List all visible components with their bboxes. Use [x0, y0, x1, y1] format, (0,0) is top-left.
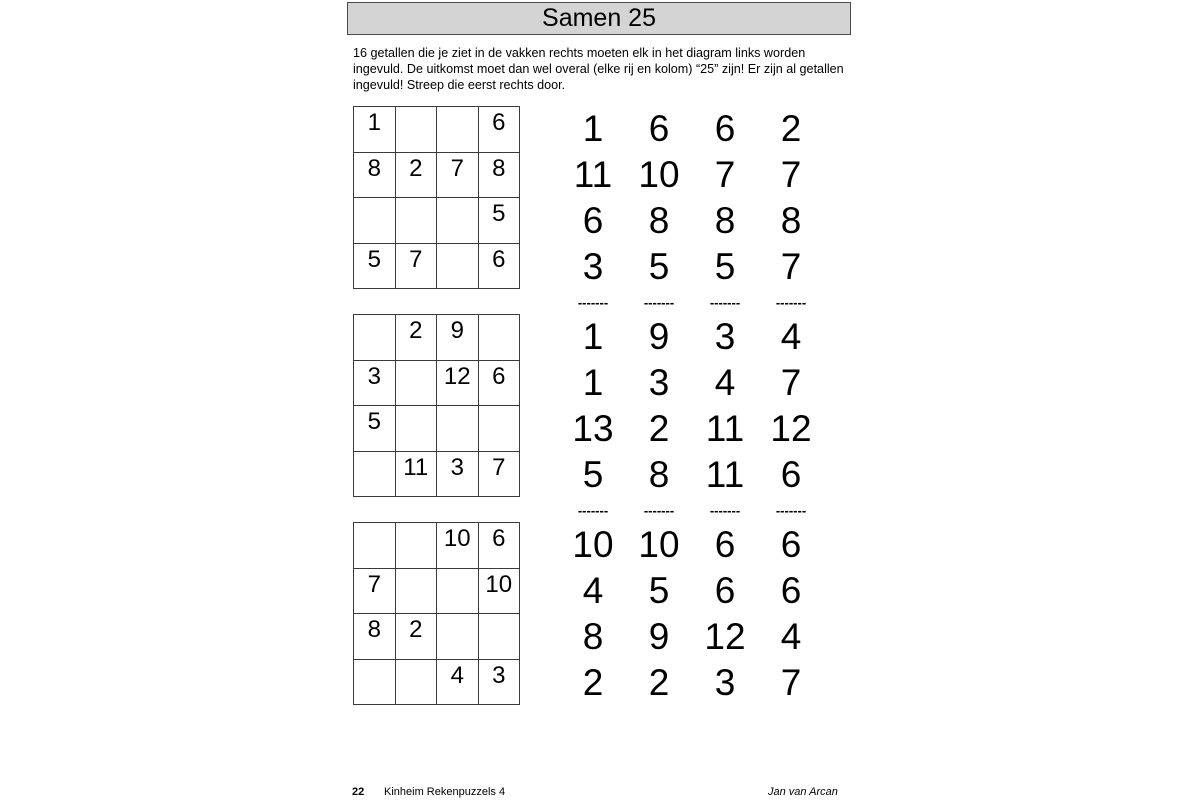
grid-cell[interactable]: [479, 614, 521, 660]
grid-cell[interactable]: 2: [396, 315, 438, 361]
grid-cell[interactable]: 5: [354, 244, 396, 290]
pool-number[interactable]: 12: [770, 408, 812, 449]
pool-number[interactable]: 6: [780, 454, 802, 495]
grid-cell[interactable]: 7: [437, 153, 479, 199]
grid-cell[interactable]: 8: [479, 153, 521, 199]
separator-dashes: -------: [577, 503, 609, 518]
grid-cell[interactable]: 12: [437, 361, 479, 407]
separator-dashes: -------: [775, 295, 807, 310]
puzzle-grid-2: [353, 314, 520, 497]
pool-number[interactable]: 11: [573, 154, 613, 195]
pool-number[interactable]: 1: [582, 108, 604, 149]
pool-number[interactable]: 1: [582, 316, 604, 357]
pool-number[interactable]: 8: [648, 454, 670, 495]
pool-number[interactable]: 4: [780, 316, 802, 357]
grid-cell[interactable]: [354, 523, 396, 569]
pool-number[interactable]: 11: [705, 454, 745, 495]
pool-number[interactable]: 6: [780, 570, 802, 611]
grid-cell[interactable]: 2: [396, 153, 438, 199]
pool-number[interactable]: 7: [780, 246, 802, 287]
separator-dashes: -------: [709, 503, 741, 518]
pool-number[interactable]: 13: [572, 408, 614, 449]
pool-number[interactable]: 8: [582, 616, 604, 657]
grid-cell[interactable]: [354, 315, 396, 361]
grid-cell[interactable]: 1: [354, 107, 396, 153]
pool-number[interactable]: 3: [714, 316, 736, 357]
pool-number[interactable]: 2: [780, 108, 802, 149]
pool-number[interactable]: 6: [582, 200, 604, 241]
grid-cell[interactable]: [396, 107, 438, 153]
pool-number[interactable]: 11: [705, 408, 745, 449]
puzzle-grid-3: [353, 522, 520, 705]
separator-2: [560, 504, 830, 518]
pool-number[interactable]: 8: [714, 200, 736, 241]
pool-number[interactable]: 5: [582, 454, 604, 495]
grid-cell[interactable]: 11: [396, 452, 438, 498]
pool-number[interactable]: 9: [648, 616, 670, 657]
pool-number[interactable]: 3: [714, 662, 736, 703]
grid-cell[interactable]: 2: [396, 614, 438, 660]
pool-number[interactable]: 3: [582, 246, 604, 287]
grid-cell[interactable]: [396, 523, 438, 569]
grid-cell[interactable]: 6: [479, 244, 521, 290]
instructions: 16 getallen die je ziet in de vakken rechts moeten elk in het diagram links worden ingevuld. De uitkomst moet dan wel overal (elke rij en kolom) “25” zijn! Er zijn al getallen ingevuld! Streep die eerst rechts door.: [353, 46, 844, 92]
footer-book-title: Kinheim Rekenpuzzels 4: [384, 786, 506, 798]
grid-cell[interactable]: [396, 406, 438, 452]
grid-cell[interactable]: [396, 569, 438, 615]
grid-cell[interactable]: [354, 452, 396, 498]
grid-cell[interactable]: [396, 361, 438, 407]
pool-number[interactable]: 6: [648, 108, 670, 149]
pool-number[interactable]: 6: [780, 524, 802, 565]
pool-number[interactable]: 7: [714, 154, 736, 195]
number-pool-2: [560, 314, 830, 498]
grid-cell[interactable]: 7: [479, 452, 521, 498]
footer-author: Jan van Arcan: [768, 786, 838, 798]
separator-dashes: -------: [643, 503, 675, 518]
pool-number[interactable]: 7: [780, 154, 802, 195]
grid-cell[interactable]: 3: [354, 361, 396, 407]
grid-cell[interactable]: [437, 614, 479, 660]
grid-cell[interactable]: 7: [354, 569, 396, 615]
pool-number[interactable]: 5: [648, 246, 670, 287]
separator-dashes: -------: [709, 295, 741, 310]
grid-cell[interactable]: 7: [396, 244, 438, 290]
pool-number[interactable]: 4: [582, 570, 604, 611]
grid-cell[interactable]: [437, 107, 479, 153]
pool-number[interactable]: 2: [648, 408, 670, 449]
separator-1: [560, 296, 830, 310]
grid-cell[interactable]: [479, 406, 521, 452]
grid-cell[interactable]: 10: [437, 523, 479, 569]
pool-number[interactable]: 8: [780, 200, 802, 241]
footer-page-number: 22: [352, 786, 365, 798]
grid-cell[interactable]: 3: [479, 660, 521, 706]
pool-number[interactable]: 10: [638, 524, 680, 565]
page-title: [347, 2, 851, 35]
separator-dashes: -------: [775, 503, 807, 518]
pool-number[interactable]: 10: [638, 154, 680, 195]
grid-cell[interactable]: [354, 660, 396, 706]
pool-number[interactable]: 5: [648, 570, 670, 611]
grid-cell[interactable]: [479, 315, 521, 361]
grid-cell[interactable]: 8: [354, 614, 396, 660]
number-pool-1: [560, 106, 830, 290]
grid-cell[interactable]: [354, 198, 396, 244]
pool-number[interactable]: 3: [648, 362, 670, 403]
grid-cell[interactable]: [437, 406, 479, 452]
pool-number[interactable]: 6: [714, 108, 736, 149]
grid-cell[interactable]: 6: [479, 361, 521, 407]
pool-number[interactable]: 2: [648, 662, 670, 703]
pool-number[interactable]: 1: [582, 362, 604, 403]
puzzle-grid-1: [353, 106, 520, 289]
grid-cell[interactable]: 3: [437, 452, 479, 498]
pool-number[interactable]: 8: [648, 200, 670, 241]
grid-cell[interactable]: 8: [354, 153, 396, 199]
pool-number[interactable]: 6: [714, 524, 736, 565]
number-pool-3: [560, 522, 830, 706]
pool-number[interactable]: 7: [780, 662, 802, 703]
separator-dashes: -------: [577, 295, 609, 310]
grid-cell[interactable]: [396, 198, 438, 244]
grid-cell[interactable]: [396, 660, 438, 706]
pool-number[interactable]: 12: [704, 616, 746, 657]
pool-number[interactable]: 9: [648, 316, 670, 357]
separator-dashes: -------: [643, 295, 675, 310]
grid-cell[interactable]: 5: [479, 198, 521, 244]
grid-cell[interactable]: [437, 244, 479, 290]
pool-number[interactable]: 2: [582, 662, 604, 703]
pool-number[interactable]: 4: [714, 362, 736, 403]
grid-cell[interactable]: 6: [479, 107, 521, 153]
grid-cell[interactable]: 4: [437, 660, 479, 706]
grid-cell[interactable]: [437, 198, 479, 244]
pool-number[interactable]: 7: [780, 362, 802, 403]
grid-cell[interactable]: 5: [354, 406, 396, 452]
grid-cell[interactable]: [437, 569, 479, 615]
pool-number[interactable]: 10: [572, 524, 614, 565]
page-title-text: Samen 25: [542, 4, 656, 32]
grid-cell[interactable]: 6: [479, 523, 521, 569]
grid-cell[interactable]: 9: [437, 315, 479, 361]
grid-cell[interactable]: 10: [479, 569, 521, 615]
pool-number[interactable]: 6: [714, 570, 736, 611]
pool-number[interactable]: 4: [780, 616, 802, 657]
pool-number[interactable]: 5: [714, 246, 736, 287]
